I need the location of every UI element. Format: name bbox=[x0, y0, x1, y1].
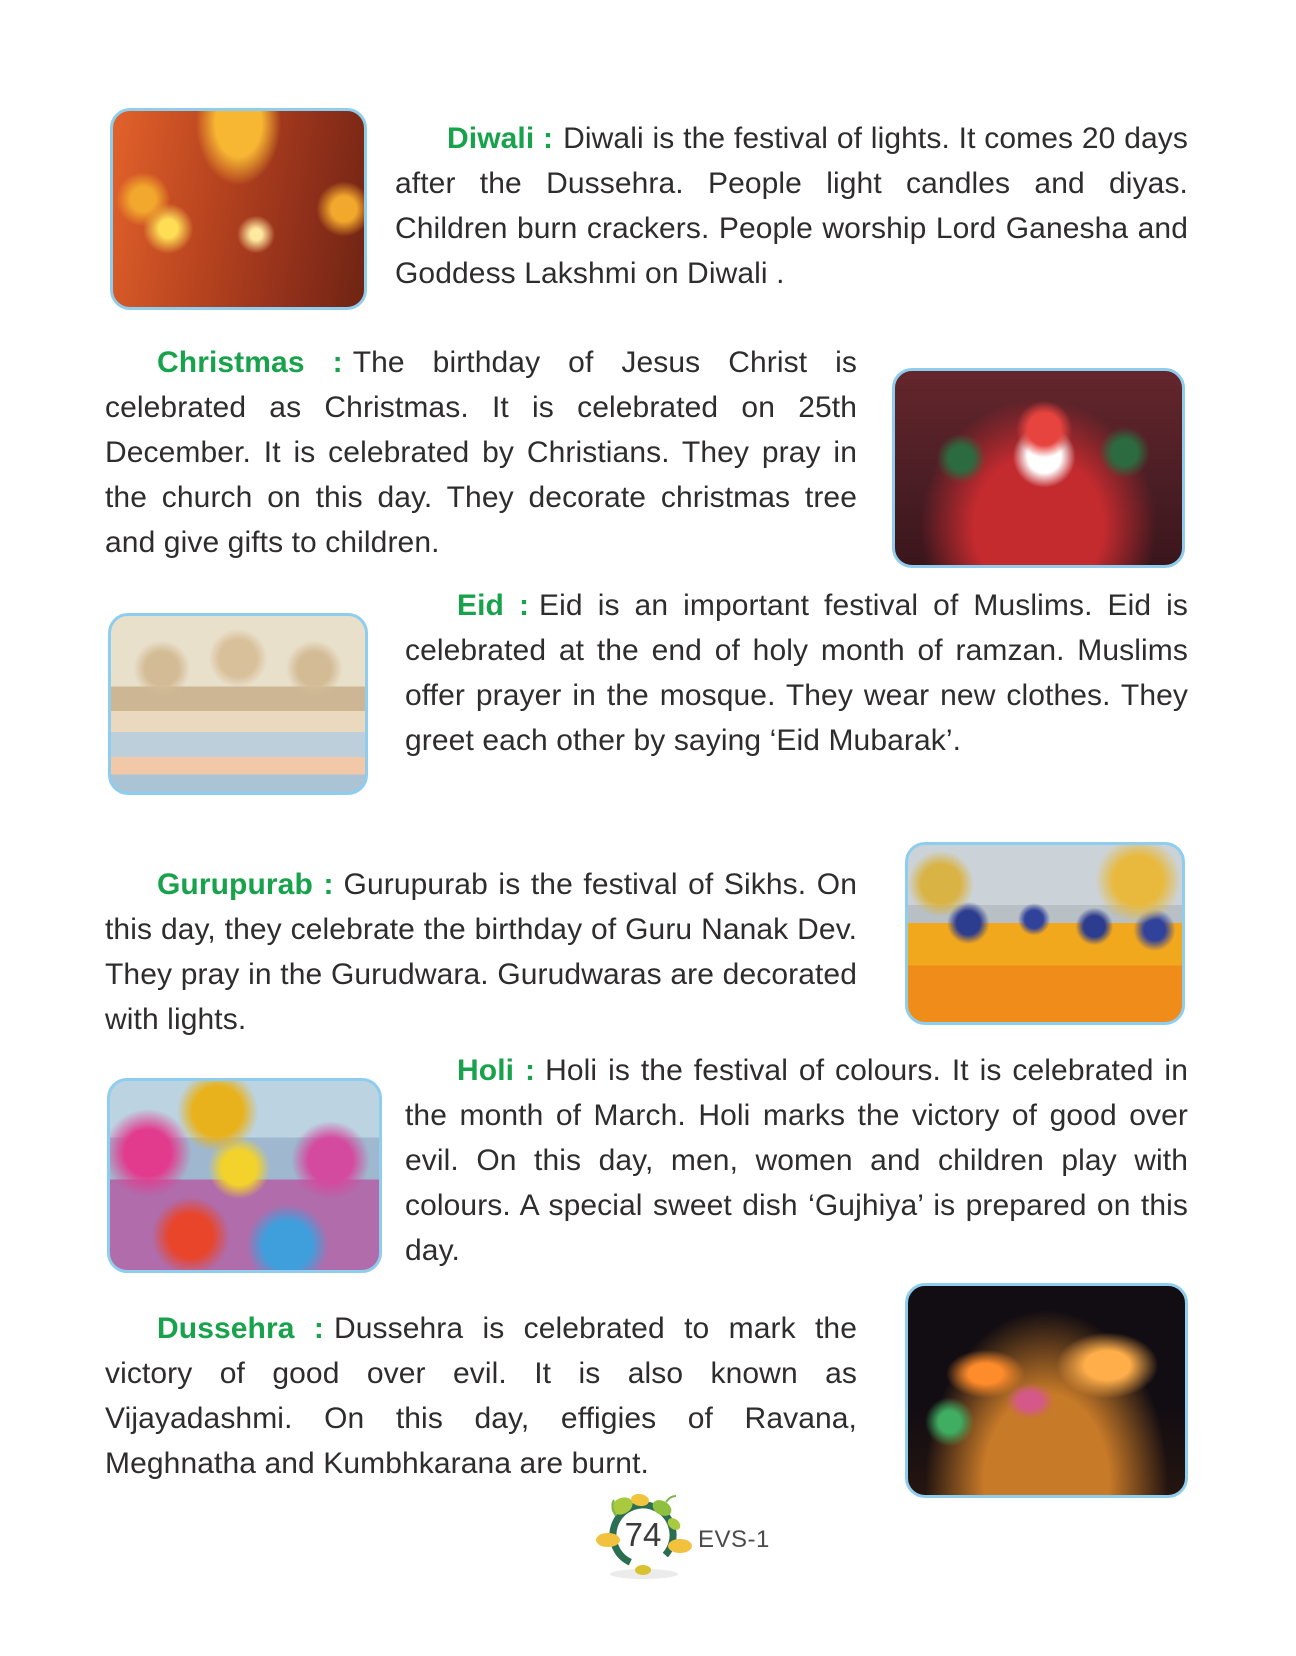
gurupurab-body-text: Gurupurab is the festival of Sikhs. On this day, they celebrate the birthday of Guru Nanak Dev. They pray in the Gurudwara. Gurudwaras are decorated with lights. bbox=[105, 868, 857, 1036]
diwali-body-text: Diwali is the festival of lights. It comes 20 days after the Dussehra. People light candles and diyas. Children burn crackers. People worship Lord Ganesha and Goddess Lakshmi on Diwali . bbox=[395, 122, 1188, 290]
eid-body-text: Eid is an important festival of Muslims. Eid is celebrated at the end of holy month of ramzan. Muslims offer prayer in the mosque. They wear new clothes. They greet each other by saying ‘Eid Mubarak’. bbox=[405, 589, 1188, 757]
holi-body-text: Holi is the festival of colours. It is celebrated in the month of March. Holi marks the victory of good over evil. On this day, men, women and children play with colours. A special sweet dish ‘Gujhiya’ is prepared on this day. bbox=[405, 1054, 1188, 1267]
gurupurab-photo bbox=[905, 842, 1185, 1025]
book-code-label: EVS-1 bbox=[698, 1526, 770, 1553]
christmas-body-text: The birthday of Jesus Christ is celebrated as Christmas. It is celebrated on 25th December. It is celebrated by Christians. They pray in the church on this day. They decorate christmas tree and give gifts to children. bbox=[105, 346, 857, 559]
holi-heading: Holi : bbox=[457, 1054, 536, 1087]
dussehra-heading: Dussehra : bbox=[157, 1312, 324, 1345]
holi-photo bbox=[107, 1078, 382, 1273]
page-footer bbox=[596, 1494, 816, 1594]
eid-photo bbox=[108, 613, 368, 795]
dussehra-photo bbox=[905, 1283, 1188, 1498]
diwali-heading: Diwali : bbox=[447, 122, 554, 155]
eid-paragraph bbox=[405, 583, 1188, 763]
gurupurab-paragraph bbox=[105, 862, 857, 1042]
page-number: 74 bbox=[624, 1516, 662, 1553]
holi-paragraph bbox=[405, 1048, 1188, 1273]
gurupurab-heading: Gurupurab : bbox=[157, 868, 334, 901]
christmas-heading: Christmas : bbox=[157, 346, 343, 379]
diwali-photo bbox=[110, 108, 367, 310]
diwali-paragraph bbox=[395, 116, 1188, 296]
christmas-photo bbox=[892, 368, 1185, 568]
dussehra-paragraph bbox=[105, 1306, 857, 1486]
christmas-paragraph bbox=[105, 340, 857, 565]
eid-heading: Eid : bbox=[457, 589, 530, 622]
dussehra-body-text: Dussehra is celebrated to mark the victory of good over evil. It is also known as Vijayadashmi. On this day, effigies of Ravana, Meghnatha and Kumbhkarana are burnt. bbox=[105, 1312, 857, 1480]
